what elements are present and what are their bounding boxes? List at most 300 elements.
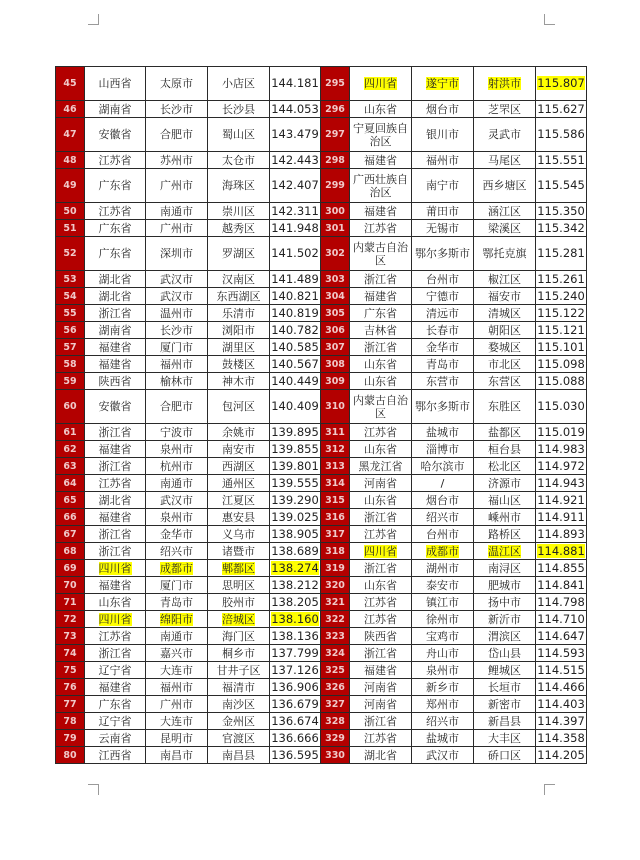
district-cell-right [474, 441, 536, 458]
table-row [56, 526, 587, 543]
district-cell-left [208, 747, 270, 764]
rank-number-text: 316 [325, 511, 345, 523]
score-cell-text: 140.409 [271, 399, 319, 413]
rank-number-text: 322 [325, 613, 345, 625]
rank-number-left [56, 441, 85, 458]
district-cell-right [474, 203, 536, 220]
rank-number-text: 75 [63, 664, 77, 676]
score-cell-text: 137.126 [271, 662, 319, 677]
district-cell-text: 胶州市 [222, 595, 255, 609]
score-cell-left [270, 203, 321, 220]
district-cell-right [474, 730, 536, 747]
district-cell-text: 福安市 [488, 289, 521, 303]
city-cell-text: 烟台市 [426, 102, 459, 116]
score-cell-right [536, 475, 587, 492]
province-cell-text: 宁夏回族自治区 [353, 121, 408, 148]
rank-number-right [321, 220, 350, 237]
district-cell-left [208, 475, 270, 492]
district-cell-right [474, 169, 536, 203]
city-cell-text: 青岛市 [426, 357, 459, 371]
province-cell-text: 陕西省 [98, 374, 132, 388]
score-cell-right [536, 458, 587, 475]
score-cell-text: 114.893 [537, 526, 585, 541]
province-cell-left [85, 288, 146, 305]
rank-number-text: 311 [325, 426, 345, 438]
score-cell-right [536, 322, 587, 339]
district-cell-left [208, 458, 270, 475]
table-row [56, 696, 587, 713]
city-cell-text: 广州市 [160, 221, 193, 235]
rank-number-text: 63 [63, 460, 77, 472]
score-cell-left [270, 526, 321, 543]
district-cell-left [208, 152, 270, 169]
province-cell-text: 广东省 [98, 221, 132, 235]
district-cell-text: 南浔区 [488, 561, 521, 575]
score-cell-right [536, 662, 587, 679]
score-cell-text: 115.627 [537, 101, 585, 116]
district-cell-text: 新昌县 [488, 714, 521, 728]
score-cell-text: 115.088 [537, 373, 585, 388]
province-cell-text: 江苏省 [98, 153, 132, 167]
province-cell-text: 内蒙古自治区 [353, 240, 408, 267]
city-cell-text: 成都市 [426, 544, 459, 558]
score-cell-left [270, 373, 321, 390]
table-row [56, 237, 587, 271]
district-cell-left [208, 203, 270, 220]
district-cell-text: 罗湖区 [222, 247, 255, 260]
district-cell-left [208, 628, 270, 645]
city-cell-text: 深圳市 [160, 247, 193, 260]
city-cell-text: 鄂尔多斯市 [415, 247, 470, 260]
district-cell-text: 婺城区 [488, 340, 521, 354]
district-cell-text: 清城区 [488, 306, 521, 320]
city-cell-left [146, 577, 208, 594]
rank-number-text: 327 [325, 698, 345, 710]
score-cell-text: 141.948 [271, 220, 319, 235]
district-cell-text: 新沂市 [488, 612, 521, 626]
rank-number-right [321, 611, 350, 628]
city-cell-left [146, 339, 208, 356]
city-cell-text: 苏州市 [160, 153, 193, 167]
district-cell-left [208, 509, 270, 526]
city-cell-text: 无锡市 [426, 221, 459, 235]
city-cell-right [412, 118, 474, 152]
city-cell-left [146, 560, 208, 577]
score-cell-text: 114.466 [537, 679, 585, 694]
score-cell-text: 115.261 [537, 271, 585, 286]
city-cell-left [146, 747, 208, 764]
province-cell-left [85, 458, 146, 475]
district-cell-text: 鼓楼区 [222, 357, 255, 371]
province-cell-right [350, 373, 412, 390]
score-cell-text: 115.122 [537, 305, 585, 320]
score-cell-text: 144.181 [271, 76, 319, 90]
district-cell-text: 马尾区 [488, 153, 521, 167]
city-cell-left [146, 356, 208, 373]
province-cell-text: 吉林省 [364, 323, 397, 337]
city-cell-text: 泰安市 [426, 578, 459, 592]
city-cell-text: 镇江市 [426, 595, 459, 609]
city-cell-left [146, 543, 208, 560]
rank-number-right [321, 560, 350, 577]
province-cell-left [85, 526, 146, 543]
province-cell-left [85, 747, 146, 764]
city-cell-text: 武汉市 [160, 493, 193, 507]
province-cell-right [350, 101, 412, 118]
city-cell-left [146, 441, 208, 458]
table-row [56, 441, 587, 458]
district-cell-text: 南安市 [222, 442, 255, 456]
district-cell-right [474, 424, 536, 441]
rank-number-left [56, 611, 85, 628]
province-cell-left [85, 441, 146, 458]
rank-number-left [56, 713, 85, 730]
district-cell-left [208, 662, 270, 679]
rank-number-right [321, 696, 350, 713]
city-cell-right [412, 169, 474, 203]
district-cell-text: 甘井子区 [216, 663, 261, 677]
district-cell-text: 福山区 [488, 493, 521, 507]
province-cell-right [350, 730, 412, 747]
city-cell-text: 金华市 [160, 527, 193, 541]
score-cell-text: 136.595 [271, 747, 319, 762]
rank-number-right [321, 458, 350, 475]
city-cell-text: 太原市 [160, 77, 193, 90]
district-cell-left [208, 390, 270, 424]
rank-number-right [321, 305, 350, 322]
city-cell-text: 福州市 [160, 357, 193, 371]
table-row [56, 645, 587, 662]
district-cell-text: 梁溪区 [488, 221, 521, 235]
city-cell-right [412, 152, 474, 169]
rank-number-right [321, 322, 350, 339]
score-cell-text: 114.943 [537, 475, 585, 490]
table-row [56, 679, 587, 696]
score-cell-right [536, 339, 587, 356]
score-cell-left [270, 509, 321, 526]
province-cell-right [350, 220, 412, 237]
table-row [56, 492, 587, 509]
score-cell-right [536, 594, 587, 611]
rank-number-text: 329 [325, 732, 345, 744]
district-cell-text: 诸暨市 [222, 544, 255, 558]
city-cell-left [146, 288, 208, 305]
district-cell-left [208, 560, 270, 577]
score-cell-left [270, 747, 321, 764]
table-row [56, 118, 587, 152]
province-cell-text: 山东省 [364, 493, 397, 507]
province-cell-left [85, 679, 146, 696]
score-cell-right [536, 509, 587, 526]
district-cell-right [474, 220, 536, 237]
rank-number-text: 308 [325, 358, 345, 370]
score-cell-text: 114.841 [537, 577, 585, 592]
district-cell-text: 肥城市 [488, 578, 521, 592]
table-row [56, 730, 587, 747]
city-cell-text: 台州市 [426, 272, 459, 286]
city-cell-text: 新乡市 [426, 680, 459, 694]
rank-number-text: 320 [325, 579, 345, 591]
district-cell-text: 南沙区 [222, 697, 255, 711]
rank-number-right [321, 679, 350, 696]
district-cell-text: 涵江区 [488, 204, 521, 218]
table-body [56, 67, 587, 764]
score-cell-text: 114.593 [537, 645, 585, 660]
rank-number-left [56, 475, 85, 492]
city-cell-right [412, 390, 474, 424]
rank-number-left [56, 169, 85, 203]
rank-number-right [321, 288, 350, 305]
district-cell-right [474, 390, 536, 424]
score-cell-text: 140.819 [271, 305, 319, 320]
rank-number-text: 49 [63, 180, 77, 191]
province-cell-text: 浙江省 [364, 714, 397, 728]
district-cell-text: 涪城区 [222, 612, 255, 626]
city-cell-right [412, 67, 474, 101]
score-cell-text: 115.545 [537, 178, 585, 192]
score-cell-left [270, 645, 321, 662]
score-cell-right [536, 679, 587, 696]
province-cell-text: 广东省 [364, 306, 397, 320]
table-row [56, 271, 587, 288]
province-cell-text: 湖北省 [98, 289, 132, 303]
district-cell-text: 湖里区 [222, 340, 255, 354]
score-cell-text: 137.799 [271, 645, 319, 660]
district-cell-right [474, 577, 536, 594]
rank-number-left [56, 356, 85, 373]
city-cell-right [412, 458, 474, 475]
district-cell-text: 南昌县 [222, 748, 255, 762]
score-cell-text: 115.101 [537, 339, 585, 354]
district-cell-right [474, 152, 536, 169]
province-cell-right [350, 271, 412, 288]
rank-number-text: 70 [63, 579, 77, 591]
score-cell-right [536, 441, 587, 458]
score-cell-right [536, 747, 587, 764]
score-cell-text: 138.905 [271, 526, 319, 541]
province-cell-text: 福建省 [98, 442, 132, 456]
rank-number-text: 303 [325, 273, 345, 285]
province-cell-text: 浙江省 [364, 646, 397, 660]
district-cell-text: 济源市 [488, 476, 521, 490]
rank-number-left [56, 305, 85, 322]
province-cell-left [85, 509, 146, 526]
score-cell-left [270, 390, 321, 424]
rank-number-right [321, 730, 350, 747]
province-cell-right [350, 67, 412, 101]
rank-number-left [56, 220, 85, 237]
district-cell-right [474, 305, 536, 322]
rank-number-right [321, 713, 350, 730]
city-cell-text: 大连市 [160, 714, 193, 728]
district-cell-left [208, 424, 270, 441]
rank-number-right [321, 475, 350, 492]
score-cell-left [270, 577, 321, 594]
rank-number-right [321, 237, 350, 271]
province-cell-right [350, 594, 412, 611]
score-cell-left [270, 458, 321, 475]
score-cell-text: 114.647 [537, 628, 585, 643]
score-cell-text: 139.855 [271, 441, 319, 456]
table-row [56, 475, 587, 492]
district-cell-text: 东营区 [488, 374, 521, 388]
district-cell-text: 长垣市 [488, 680, 521, 694]
rank-number-left [56, 339, 85, 356]
city-cell-text: 嘉兴市 [160, 646, 193, 660]
rank-number-right [321, 628, 350, 645]
district-cell-text: 神木市 [222, 374, 255, 388]
rank-number-left [56, 492, 85, 509]
province-cell-left [85, 118, 146, 152]
score-cell-right [536, 713, 587, 730]
score-cell-left [270, 560, 321, 577]
table-row [56, 356, 587, 373]
city-cell-right [412, 203, 474, 220]
score-cell-text: 138.689 [271, 543, 319, 558]
city-cell-text: 武汉市 [160, 272, 193, 286]
score-cell-right [536, 730, 587, 747]
crop-mark-bottom-right [544, 784, 555, 795]
district-cell-text: 岱山县 [488, 646, 521, 660]
rank-number-text: 76 [63, 681, 77, 693]
district-cell-left [208, 169, 270, 203]
score-cell-text: 140.567 [271, 356, 319, 371]
city-cell-right [412, 288, 474, 305]
province-cell-text: 江苏省 [364, 221, 397, 235]
district-cell-left [208, 730, 270, 747]
city-cell-right [412, 220, 474, 237]
province-cell-text: 浙江省 [98, 527, 132, 541]
rank-number-text: 60 [63, 401, 77, 412]
province-cell-left [85, 237, 146, 271]
province-cell-right [350, 713, 412, 730]
score-cell-right [536, 560, 587, 577]
rank-number-right [321, 441, 350, 458]
score-cell-text: 115.098 [537, 356, 585, 371]
district-cell-left [208, 679, 270, 696]
rank-number-right [321, 526, 350, 543]
rank-number-text: 296 [325, 103, 345, 115]
score-cell-right [536, 237, 587, 271]
city-cell-left [146, 373, 208, 390]
district-cell-text: 鲤城区 [488, 663, 521, 677]
district-cell-text: 惠安县 [222, 510, 255, 524]
score-cell-text: 115.240 [537, 288, 585, 303]
rank-number-text: 50 [63, 205, 77, 217]
province-cell-left [85, 628, 146, 645]
table-row [56, 203, 587, 220]
district-cell-text: 东西湖区 [216, 289, 261, 303]
province-cell-left [85, 475, 146, 492]
district-cell-text: 越秀区 [222, 221, 255, 235]
district-cell-text: 朝阳区 [488, 323, 521, 337]
province-cell-right [350, 509, 412, 526]
district-cell-text: 崇川区 [222, 204, 255, 218]
city-cell-right [412, 339, 474, 356]
province-cell-text: 四川省 [364, 544, 397, 558]
score-cell-text: 114.515 [537, 662, 585, 677]
score-cell-text: 139.555 [271, 475, 319, 490]
district-cell-right [474, 526, 536, 543]
rank-number-text: 53 [63, 273, 77, 285]
district-cell-left [208, 271, 270, 288]
city-cell-text: 杭州市 [160, 459, 193, 473]
score-cell-text: 114.972 [537, 458, 585, 473]
rank-number-right [321, 67, 350, 101]
district-cell-right [474, 628, 536, 645]
district-cell-right [474, 101, 536, 118]
province-cell-text: 浙江省 [364, 561, 397, 575]
rank-number-text: 57 [63, 341, 77, 353]
table-row [56, 390, 587, 424]
city-cell-right [412, 526, 474, 543]
city-cell-text: 南通市 [160, 476, 193, 490]
city-cell-left [146, 628, 208, 645]
score-cell-right [536, 390, 587, 424]
district-cell-right [474, 696, 536, 713]
rank-number-text: 319 [325, 562, 345, 574]
district-cell-text: 海门区 [222, 629, 255, 643]
city-cell-text: 徐州市 [426, 612, 459, 626]
score-cell-text: 136.674 [271, 713, 319, 728]
score-cell-text: 114.403 [537, 696, 585, 711]
district-cell-left [208, 220, 270, 237]
score-cell-right [536, 543, 587, 560]
rank-number-left [56, 628, 85, 645]
district-cell-text: 金州区 [222, 714, 255, 728]
district-cell-left [208, 373, 270, 390]
score-cell-right [536, 271, 587, 288]
score-cell-text: 138.205 [271, 594, 319, 609]
rank-number-text: 71 [63, 596, 77, 608]
rank-number-left [56, 271, 85, 288]
rank-number-right [321, 662, 350, 679]
province-cell-right [350, 152, 412, 169]
city-cell-text: 泉州市 [160, 442, 193, 456]
province-cell-right [350, 696, 412, 713]
city-cell-right [412, 356, 474, 373]
score-cell-text: 142.443 [271, 152, 319, 167]
city-cell-text: 合肥市 [160, 400, 193, 413]
score-cell-text: 140.782 [271, 322, 319, 337]
district-cell-text: 福清市 [222, 680, 255, 694]
score-cell-text: 115.586 [537, 127, 585, 141]
rank-number-text: 321 [325, 596, 345, 608]
score-cell-text: 136.666 [271, 730, 319, 745]
province-cell-text: 江苏省 [364, 612, 397, 626]
city-cell-text: 盐城市 [426, 731, 459, 745]
province-cell-text: 山东省 [364, 374, 397, 388]
rank-number-text: 302 [325, 248, 345, 259]
city-cell-right [412, 441, 474, 458]
city-cell-right [412, 594, 474, 611]
district-cell-text: 鄂托克旗 [482, 247, 527, 260]
score-cell-text: 136.906 [271, 679, 319, 694]
score-cell-text: 114.397 [537, 713, 585, 728]
district-cell-text: 江夏区 [222, 493, 255, 507]
district-cell-text: 扬中市 [488, 595, 521, 609]
province-cell-right [350, 662, 412, 679]
district-cell-text: 温江区 [488, 544, 521, 558]
city-cell-right [412, 645, 474, 662]
province-cell-text: 山东省 [364, 357, 397, 371]
rank-number-text: 307 [325, 341, 345, 353]
city-cell-right [412, 543, 474, 560]
score-cell-left [270, 492, 321, 509]
rank-number-text: 330 [325, 749, 345, 761]
province-cell-text: 江苏省 [98, 476, 132, 490]
rank-number-text: 312 [325, 443, 345, 455]
